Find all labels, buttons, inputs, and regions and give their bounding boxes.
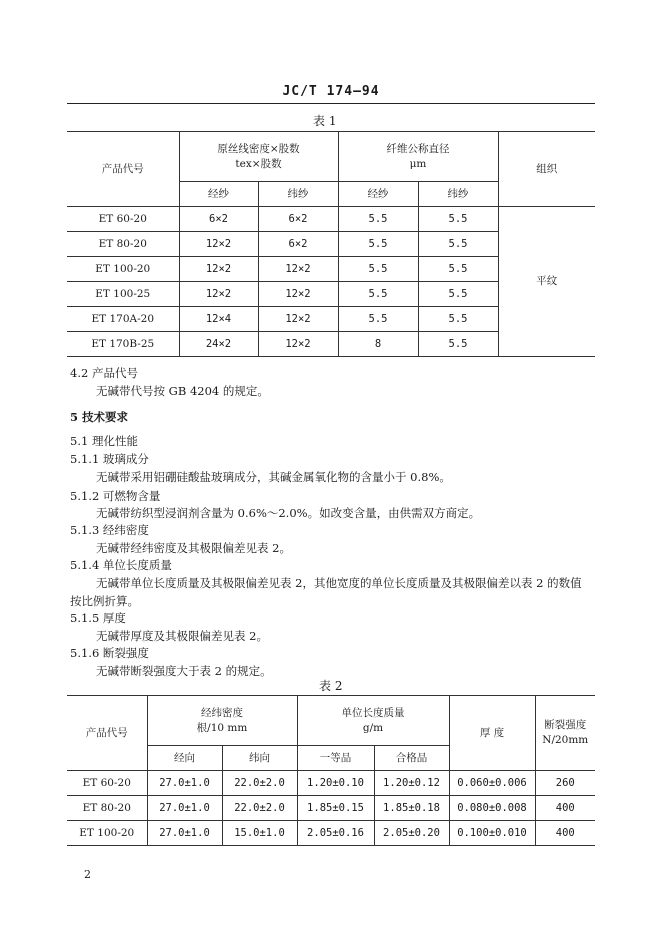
t1-sub-warp-diameter: 经纱 xyxy=(338,182,418,207)
section-5-1-5-title: 5.1.5 厚度 xyxy=(70,611,126,625)
t2-cell: 0.060±0.006 xyxy=(449,771,535,796)
t2-sub-warp: 经向 xyxy=(147,746,222,771)
section-5-1-5-text: 无碱带厚度及其极限偏差见表 2。 xyxy=(96,629,268,643)
section-4-2-title: 4.2 产品代号 xyxy=(70,366,138,380)
t2-header-mass: 单位长度质量 g/m xyxy=(297,696,449,746)
t2-cell: 22.0±2.0 xyxy=(222,771,297,796)
t2-cell: 1.85±0.15 xyxy=(297,796,374,821)
t1-cell: 12×2 xyxy=(179,232,258,257)
t2-cell-code: ET 60-20 xyxy=(67,771,147,796)
t2-cell: 260 xyxy=(535,771,595,796)
section-5-1-2-title: 5.1.2 可燃物含量 xyxy=(70,489,161,503)
doc-header-code: JC/T 174—94 xyxy=(282,84,380,99)
section-4-2-text: 无碱带代号按 GB 4204 的规定。 xyxy=(96,384,269,398)
table-row xyxy=(67,796,595,821)
t2-cell-code: ET 100-20 xyxy=(67,821,147,846)
t1-cell: 12×2 xyxy=(179,257,258,282)
section-5-1-4-title: 5.1.4 单位长度质量 xyxy=(70,558,172,572)
t2-cell: 2.05±0.16 xyxy=(297,821,374,846)
t1-cell: 24×2 xyxy=(179,332,258,357)
section-5-title: 5 技术要求 xyxy=(70,410,129,424)
t1-cell-code: ET 170B-25 xyxy=(67,332,179,357)
t1-cell: 6×2 xyxy=(179,207,258,232)
table2 xyxy=(67,695,595,846)
t1-cell: 5.5 xyxy=(338,282,418,307)
t1-cell: 12×2 xyxy=(258,307,338,332)
t2-sub-weft: 纬向 xyxy=(222,746,297,771)
table-row xyxy=(67,207,595,232)
t2-cell: 27.0±1.0 xyxy=(147,821,222,846)
t1-cell: 12×2 xyxy=(179,282,258,307)
table2-caption: 表 2 xyxy=(319,679,343,693)
section-5-1-4-text-line2: 按比例折算。 xyxy=(70,594,139,608)
section-5-1-4-text-line1: 无碱带单位长度质量及其极限偏差见表 2，其他宽度的单位长度质量及其极限偏差以表 2 的数值 xyxy=(96,576,582,590)
t1-cell-code: ET 80-20 xyxy=(67,232,179,257)
t1-cell: 5.5 xyxy=(338,232,418,257)
t1-cell: 8 xyxy=(338,332,418,357)
t2-cell: 1.20±0.12 xyxy=(374,771,449,796)
t2-cell: 22.0±2.0 xyxy=(222,796,297,821)
t2-cell: 1.20±0.10 xyxy=(297,771,374,796)
t1-header-density: 原丝线密度×股数 tex×股数 xyxy=(179,132,338,182)
t2-header-strength: 断裂强度 N/20mm xyxy=(535,696,595,771)
t1-cell-code: ET 170A-20 xyxy=(67,307,179,332)
t2-cell: 1.85±0.18 xyxy=(374,796,449,821)
t2-cell: 27.0±1.0 xyxy=(147,771,222,796)
t2-header-product: 产品代号 xyxy=(67,696,147,771)
table-row xyxy=(67,821,595,846)
section-5-1-1-title: 5.1.1 玻璃成分 xyxy=(70,452,149,466)
section-5-1-1-text: 无碱带采用铝硼硅酸盐玻璃成分，其碱金属氧化物的含量小于 0.8%。 xyxy=(96,470,451,484)
header-rule xyxy=(67,103,595,104)
t1-weave-value: 平纹 xyxy=(498,207,595,357)
section-5-1-6-title: 5.1.6 断裂强度 xyxy=(70,646,149,660)
page-number: 2 xyxy=(84,868,91,881)
t2-header-density: 经纬密度 根/10 mm xyxy=(147,696,297,746)
table1-caption: 表 1 xyxy=(313,114,337,128)
t1-cell: 5.5 xyxy=(338,307,418,332)
t2-cell: 2.05±0.20 xyxy=(374,821,449,846)
t2-cell-code: ET 80-20 xyxy=(67,796,147,821)
t2-cell: 400 xyxy=(535,796,595,821)
t1-cell-code: ET 100-25 xyxy=(67,282,179,307)
t2-sub-first: 一等品 xyxy=(297,746,374,771)
table-row xyxy=(67,771,595,796)
section-5-1-6-text: 无碱带断裂强度大于表 2 的规定。 xyxy=(96,664,272,678)
t1-cell: 12×4 xyxy=(179,307,258,332)
t1-cell: 5.5 xyxy=(418,232,498,257)
section-5-1-3-text: 无碱带经纬密度及其极限偏差见表 2。 xyxy=(96,541,291,555)
t1-cell: 12×2 xyxy=(258,332,338,357)
t1-cell: 12×2 xyxy=(258,257,338,282)
t2-header-thickness: 厚 度 xyxy=(449,696,535,771)
t1-cell: 12×2 xyxy=(258,282,338,307)
t1-cell: 5.5 xyxy=(418,257,498,282)
t1-cell: 5.5 xyxy=(338,207,418,232)
t1-cell: 5.5 xyxy=(418,282,498,307)
t1-cell-code: ET 60-20 xyxy=(67,207,179,232)
section-5-1-3-title: 5.1.3 经纬密度 xyxy=(70,523,149,537)
table1 xyxy=(67,131,595,357)
t1-cell: 5.5 xyxy=(418,332,498,357)
t2-cell: 0.100±0.010 xyxy=(449,821,535,846)
section-5-1-title: 5.1 理化性能 xyxy=(70,434,138,448)
t1-cell: 5.5 xyxy=(338,257,418,282)
t1-cell: 6×2 xyxy=(258,232,338,257)
t1-sub-weft-density: 纬纱 xyxy=(258,182,338,207)
t1-header-diameter: 纤维公称直径 μm xyxy=(338,132,498,182)
t1-cell: 6×2 xyxy=(258,207,338,232)
section-5-1-2-text: 无碱带纺织型浸润剂含量为 0.6%～2.0%。如改变含量，由供需双方商定。 xyxy=(96,506,481,520)
t2-cell: 400 xyxy=(535,821,595,846)
t2-cell: 27.0±1.0 xyxy=(147,796,222,821)
t1-header-product: 产品代号 xyxy=(67,132,179,207)
t1-cell: 5.5 xyxy=(418,307,498,332)
t1-cell-code: ET 100-20 xyxy=(67,257,179,282)
t1-cell: 5.5 xyxy=(418,207,498,232)
t1-header-weave: 组织 xyxy=(498,132,595,207)
t1-sub-warp-density: 经纱 xyxy=(179,182,258,207)
t2-cell: 0.080±0.008 xyxy=(449,796,535,821)
t2-cell: 15.0±1.0 xyxy=(222,821,297,846)
t1-sub-weft-diameter: 纬纱 xyxy=(418,182,498,207)
t2-sub-qualified: 合格品 xyxy=(374,746,449,771)
